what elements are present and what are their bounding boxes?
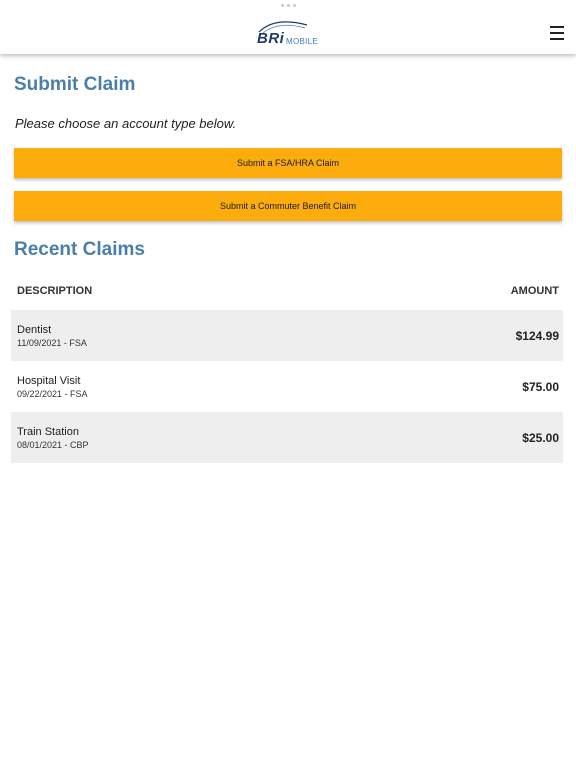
claim-amount: $25.00: [522, 430, 559, 445]
claims-list: [11, 310, 563, 463]
claim-name: Dentist: [17, 323, 52, 336]
claim-date-type: 08/01/2021 - CBP: [17, 439, 89, 450]
claim-name: Hospital Visit: [17, 374, 81, 387]
submit-claim-title: Submit Claim: [14, 74, 136, 95]
bri-mobile-logo[interactable]: [255, 20, 325, 50]
claim-name: Train Station: [17, 425, 79, 438]
claims-table-header: [11, 278, 563, 304]
claim-row[interactable]: [11, 412, 563, 463]
claim-row[interactable]: [11, 310, 563, 361]
description-column-header: DESCRIPTION: [17, 285, 93, 297]
app-header: [0, 0, 576, 54]
logo-subtext: MOBILE: [286, 37, 319, 46]
logo-text: BRi: [257, 30, 285, 47]
account-type-instruction: Please choose an account type below.: [15, 116, 237, 131]
hamburger-menu-icon[interactable]: [550, 26, 566, 40]
top-indicator-dots: [279, 4, 297, 10]
claim-amount: $75.00: [522, 379, 559, 394]
claim-date-type: 09/22/2021 - FSA: [17, 388, 88, 399]
claim-amount: $124.99: [515, 328, 559, 343]
claim-date-type: 11/09/2021 - FSA: [17, 337, 87, 348]
submit-commuter-benefit-claim-button[interactable]: Submit a Commuter Benefit Claim: [14, 191, 562, 221]
submit-fsa-hra-claim-button[interactable]: Submit a FSA/HRA Claim: [14, 148, 562, 178]
amount-column-header: AMOUNT: [510, 285, 559, 297]
recent-claims-title: Recent Claims: [14, 239, 145, 260]
claim-row[interactable]: [11, 361, 563, 412]
